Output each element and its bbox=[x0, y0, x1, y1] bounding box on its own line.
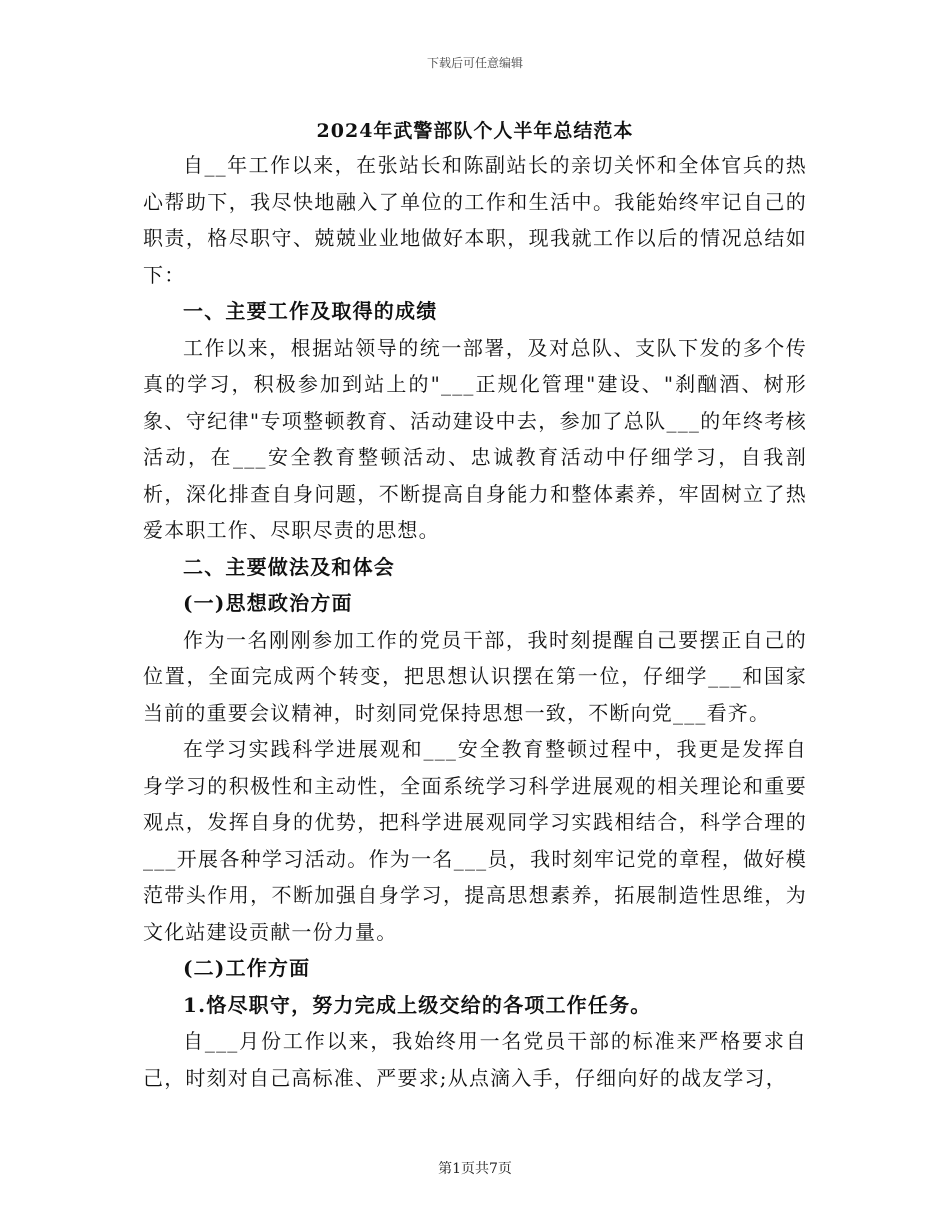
paragraph-political-2: 在学习实践科学进展观和___安全教育整顿过程中，我更是发挥自身学习的积极性和主动性，全面系统学习科学进展观的相关理论和重要观点，发挥自身的优势，把科学进展观同学习实践相结合，科学合理的___开展各种学习活动。作为一名___员，我时刻牢记党的章程，做好模范带头作用，不断加强自身学习，提高思想素养，拓展制造性思维，为文化站建设贡献一份力量。 bbox=[143, 737, 807, 944]
subsection-heading-political: (一)思想政治方面 bbox=[183, 591, 353, 615]
section-heading-1: 一、主要工作及取得的成绩 bbox=[183, 299, 438, 323]
document-body bbox=[143, 147, 807, 1096]
document-title: 2024年武警部队个人半年总结范本 bbox=[316, 120, 634, 142]
paragraph-work-1: 自___月份工作以来，我始终用一名党员干部的标准来严格要求自己，时刻对自己高标准、严要求;从点滴入手，仔细向好的战友学习， bbox=[143, 1029, 807, 1090]
subsection-heading-work: (二)工作方面 bbox=[183, 956, 311, 980]
paragraph-political-1: 作为一名刚刚参加工作的党员干部，我时刻提醒自己要摆正自己的位置，全面完成两个转变，把思想认识摆在第一位，仔细学___和国家当前的重要会议精神，时刻同党保持思想一致，不断向党___看齐。 bbox=[143, 627, 807, 725]
section-heading-2: 二、主要做法及和体会 bbox=[183, 554, 395, 579]
paragraph-intro: 自__年工作以来，在张站长和陈副站长的亲切关怀和全体官兵的热心帮助下，我尽快地融入了单位的工作和生活中。我能始终牢记自己的职责，格尽职守、兢兢业业地做好本职，现我就工作以后的情况总结如下： bbox=[143, 153, 807, 287]
page-footer: 第1页共7页 bbox=[438, 1161, 512, 1177]
paragraph-achievements: 工作以来，根据站领导的统一部署，及对总队、支队下发的多个传真的学习，积极参加到站上的"___正规化管理"建设、"刹酗酒、树形象、守纪律"专项整顿教育、活动建设中去，参加了总队___的年终考核活动，在___安全教育整顿活动、忠诚教育活动中仔细学习，自我剖析，深化排查自身问题，不断提高自身能力和整体素养，牢固树立了热爱本职工作、尽职尽责的思想。 bbox=[143, 335, 807, 542]
header-note: 下载后可任意编辑 bbox=[426, 56, 523, 70]
item-heading-1: 1.恪尽职守，努力完成上级交给的各项工作任务。 bbox=[183, 992, 652, 1017]
